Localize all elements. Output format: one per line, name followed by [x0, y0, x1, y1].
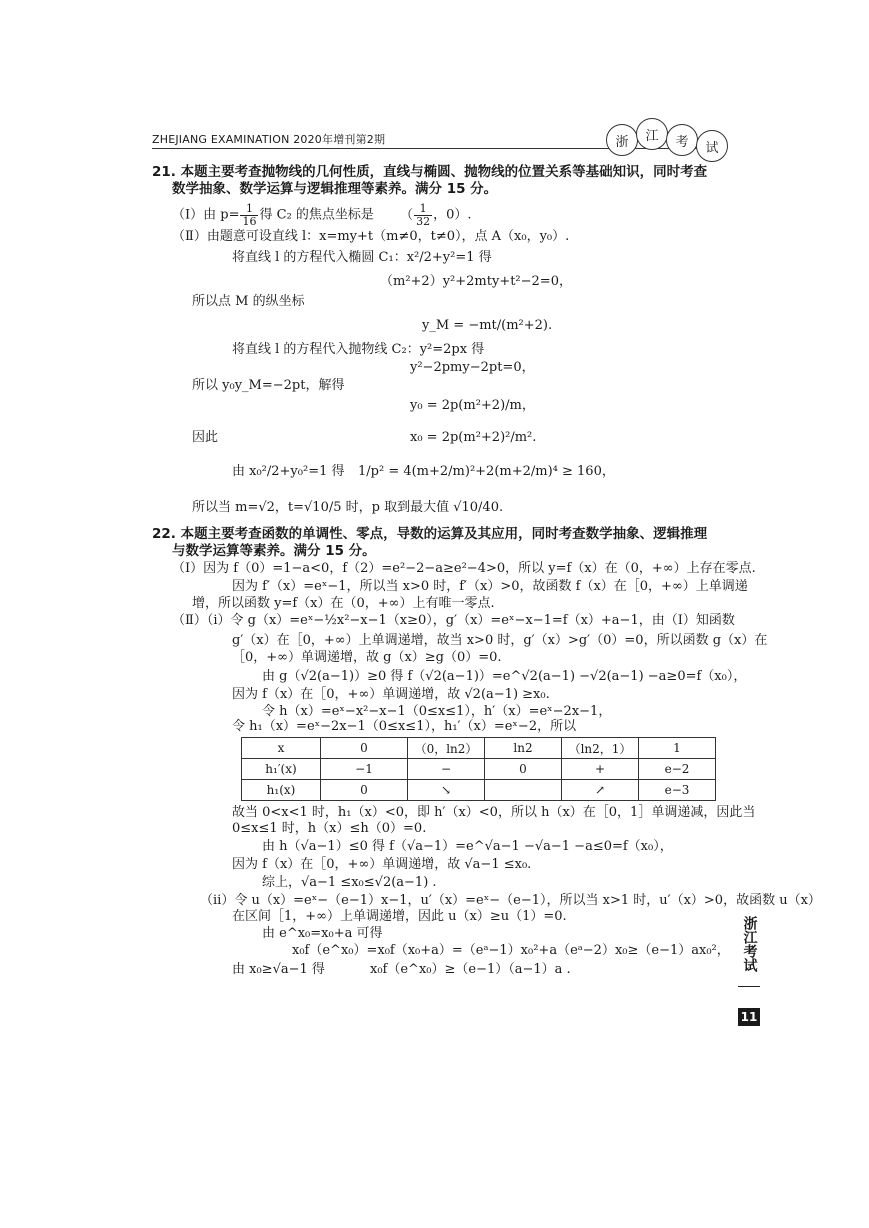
q22-line16: （ⅱ）令 u（x）=eˣ−（e−1）x−1，u′（x）=eˣ−（e−1），所以当 x>1 时，u′（x）>0，故函数 u（x）: [200, 893, 821, 908]
q22-line11: 故当 0<x<1 时，h₁（x）<0，即 h′（x）<0，所以 h（x）在［0，1］单调递减，因此当: [232, 805, 756, 820]
side-divider: [738, 986, 760, 987]
decreasing-arrow-icon: ↘: [408, 780, 485, 801]
q22-line2: 因为 f′（x）=eˣ−1，所以当 x>0 时，f′（x）>0，故函数 f（x）在［0，+∞）上单调递: [232, 579, 748, 594]
table-cell: （0，ln2）: [408, 738, 485, 759]
q22-line20-label: 由 x₀≥√a−1 得: [232, 962, 325, 977]
q22-line17: 在区间［1，+∞）上单调递增，因此 u（x）≥u（1）=0.: [232, 909, 567, 924]
table-cell: −: [408, 759, 485, 780]
table-cell: −1: [321, 759, 408, 780]
table-cell: e−3: [639, 780, 716, 801]
q22-line6: ［0，+∞）单调递增，故 g（x）≥g（0）=0.: [232, 650, 502, 665]
q22-line9: 令 h（x）=eˣ−x²−x−1（0≤x≤1），h′（x）=eˣ−2x−1，: [262, 704, 612, 719]
q21-line4: （m²+2）y²+2mty+t²−2=0，: [380, 274, 572, 289]
table-cell: 0: [321, 780, 408, 801]
q22-line4: （Ⅱ）（ⅰ）令 g（x）=eˣ−½x²−x−1（x≥0），g′（x）=eˣ−x−1=f（x）+a−1，由（Ⅰ）知函数: [172, 613, 735, 628]
q21-line10: y₀ = 2p(m²+2)/m，: [410, 398, 535, 413]
q21-part2: （Ⅱ）由题意可设直线 l：x=my+t（m≠0，t≠0），点 A（x₀，y₀）.: [172, 229, 570, 244]
q22-line18: 由 e^x₀=x₀+a 可得: [262, 926, 383, 941]
q21-part1-text-c: ，0）.: [433, 207, 472, 223]
table-cell: （ln2，1）: [562, 738, 639, 759]
q22-line3: 增，所以函数 y=f（x）在（0，+∞）上有唯一零点.: [192, 596, 495, 611]
q21-line8: y²−2pmy−2pt=0，: [410, 360, 535, 375]
q21-line5: 所以点 M 的纵坐标: [192, 294, 305, 309]
q21-line11-label: 因此: [192, 430, 219, 445]
q21-line3: 将直线 l 的方程代入椭圆 C₁：x²/2+y²=1 得: [232, 250, 492, 265]
fraction-denominator: 32: [416, 214, 431, 228]
q22-line13: 由 h（√a−1）≤0 得 f（√a−1）=e^√a−1 −√a−1 −a≤0=f（x₀），: [262, 839, 673, 854]
seal-char-4: 试: [696, 130, 728, 162]
q22-line10: 令 h₁（x）=eˣ−2x−1（0≤x≤1），h₁′（x）=eˣ−2，所以: [232, 719, 577, 734]
left-paren: （: [400, 207, 414, 223]
monotonicity-table: [241, 737, 716, 801]
fraction-numerator: 1: [240, 203, 258, 216]
table-row: [242, 759, 716, 780]
q22-line1: （Ⅰ）因为 f（0）=1−a<0，f（2）=e²−2−a≥e²−4>0，所以 y=f（x）在（0，+∞）上存在零点.: [172, 561, 756, 576]
table-cell: x: [242, 738, 321, 759]
q21-heading-line1: 21. 本题主要考查抛物线的几何性质，直线与椭圆、抛物线的位置关系等基础知识，同时考查: [152, 164, 708, 180]
q21-part1-text-b: 得 C₂ 的焦点坐标是: [259, 207, 374, 223]
table-cell: 0: [321, 738, 408, 759]
table-cell: [485, 780, 562, 801]
q21-p-fraction: [240, 203, 258, 227]
table-cell: ln2: [485, 738, 562, 759]
table-cell: h₁′(x): [242, 759, 321, 780]
table-cell: 0: [485, 759, 562, 780]
q22-line7: 由 g（√2(a−1)）≥0 得 f（√2(a−1)）=e^√2(a−1) −√2(a−1) −a≥0=f（x₀），: [262, 669, 747, 684]
q21-focus-fraction: [414, 203, 432, 227]
table-cell: 1: [639, 738, 716, 759]
fraction-numerator: 1: [414, 203, 432, 216]
q21-line13: 所以当 m=√2，t=√10/5 时，p 取到最大值 √10/40.: [192, 500, 504, 515]
q22-heading-line2: 与数学运算等素养。满分 15 分。: [172, 543, 376, 559]
seal-char-1: 浙: [606, 124, 638, 156]
fraction-denominator: 16: [242, 214, 257, 228]
q21-line12-label: 由 x₀²/2+y₀²=1 得: [232, 464, 345, 479]
q21-part1-text-a: （Ⅰ）由 p=: [172, 207, 240, 223]
table-cell: +: [562, 759, 639, 780]
table-cell: e−2: [639, 759, 716, 780]
q22-line19: x₀f（e^x₀）=x₀f（x₀+a）=（eᵃ−1）x₀²+a（eᵃ−2）x₀≥（e−1）ax₀²，: [292, 943, 730, 958]
q21-heading-line2: 数学抽象、数学运算与逻辑推理等素养。满分 15 分。: [172, 181, 498, 197]
q22-line14: 因为 f（x）在［0，+∞）单调递增，故 √a−1 ≤x₀.: [232, 857, 532, 872]
running-header: ZHEJIANG EXAMINATION 2020年增刊第2期: [152, 133, 386, 146]
q21-line12: 1/p² = 4(m+2/m)²+2(m+2/m)⁴ ≥ 160，: [358, 464, 615, 479]
header-rule: [152, 148, 722, 149]
table-cell: h₁(x): [242, 780, 321, 801]
q22-line12: 0≤x≤1 时，h（x）≤h（0）=0.: [232, 821, 427, 836]
q22-heading-line1: 22. 本题主要考查函数的单调性、零点，导数的运算及其应用，同时考查数学抽象、逻辑推理: [152, 526, 708, 542]
q21-part1: [172, 203, 471, 227]
increasing-arrow-icon: ↗: [562, 780, 639, 801]
q21-line9: 所以 y₀y_M=−2pt，解得: [192, 378, 345, 393]
q21-line11: x₀ = 2p(m²+2)²/m².: [410, 430, 537, 445]
q22-line5: g′（x）在［0，+∞）上单调递增，故当 x>0 时，g′（x）>g′（0）=0，所以函数 g（x）在: [232, 633, 768, 648]
side-label-text: 浙江考试: [741, 916, 758, 972]
table-row: [242, 738, 716, 759]
q21-line6: y_M = −mt/(m²+2).: [422, 318, 553, 333]
q22-line15: 综上，√a−1 ≤x₀≤√2(a−1) .: [262, 875, 437, 890]
q22-line20: x₀f（e^x₀）≥（e−1）（a−1）a .: [370, 962, 571, 977]
seal-char-2: 江: [636, 118, 668, 150]
page-number: 11: [738, 1008, 760, 1026]
table-row: [242, 780, 716, 801]
q22-line8: 因为 f（x）在［0，+∞）单调递增，故 √2(a−1) ≥x₀.: [232, 687, 550, 702]
seal-char-3: 考: [666, 124, 698, 156]
side-section-label: [738, 916, 760, 977]
q21-line7: 将直线 l 的方程代入抛物线 C₂：y²=2px 得: [232, 342, 485, 357]
